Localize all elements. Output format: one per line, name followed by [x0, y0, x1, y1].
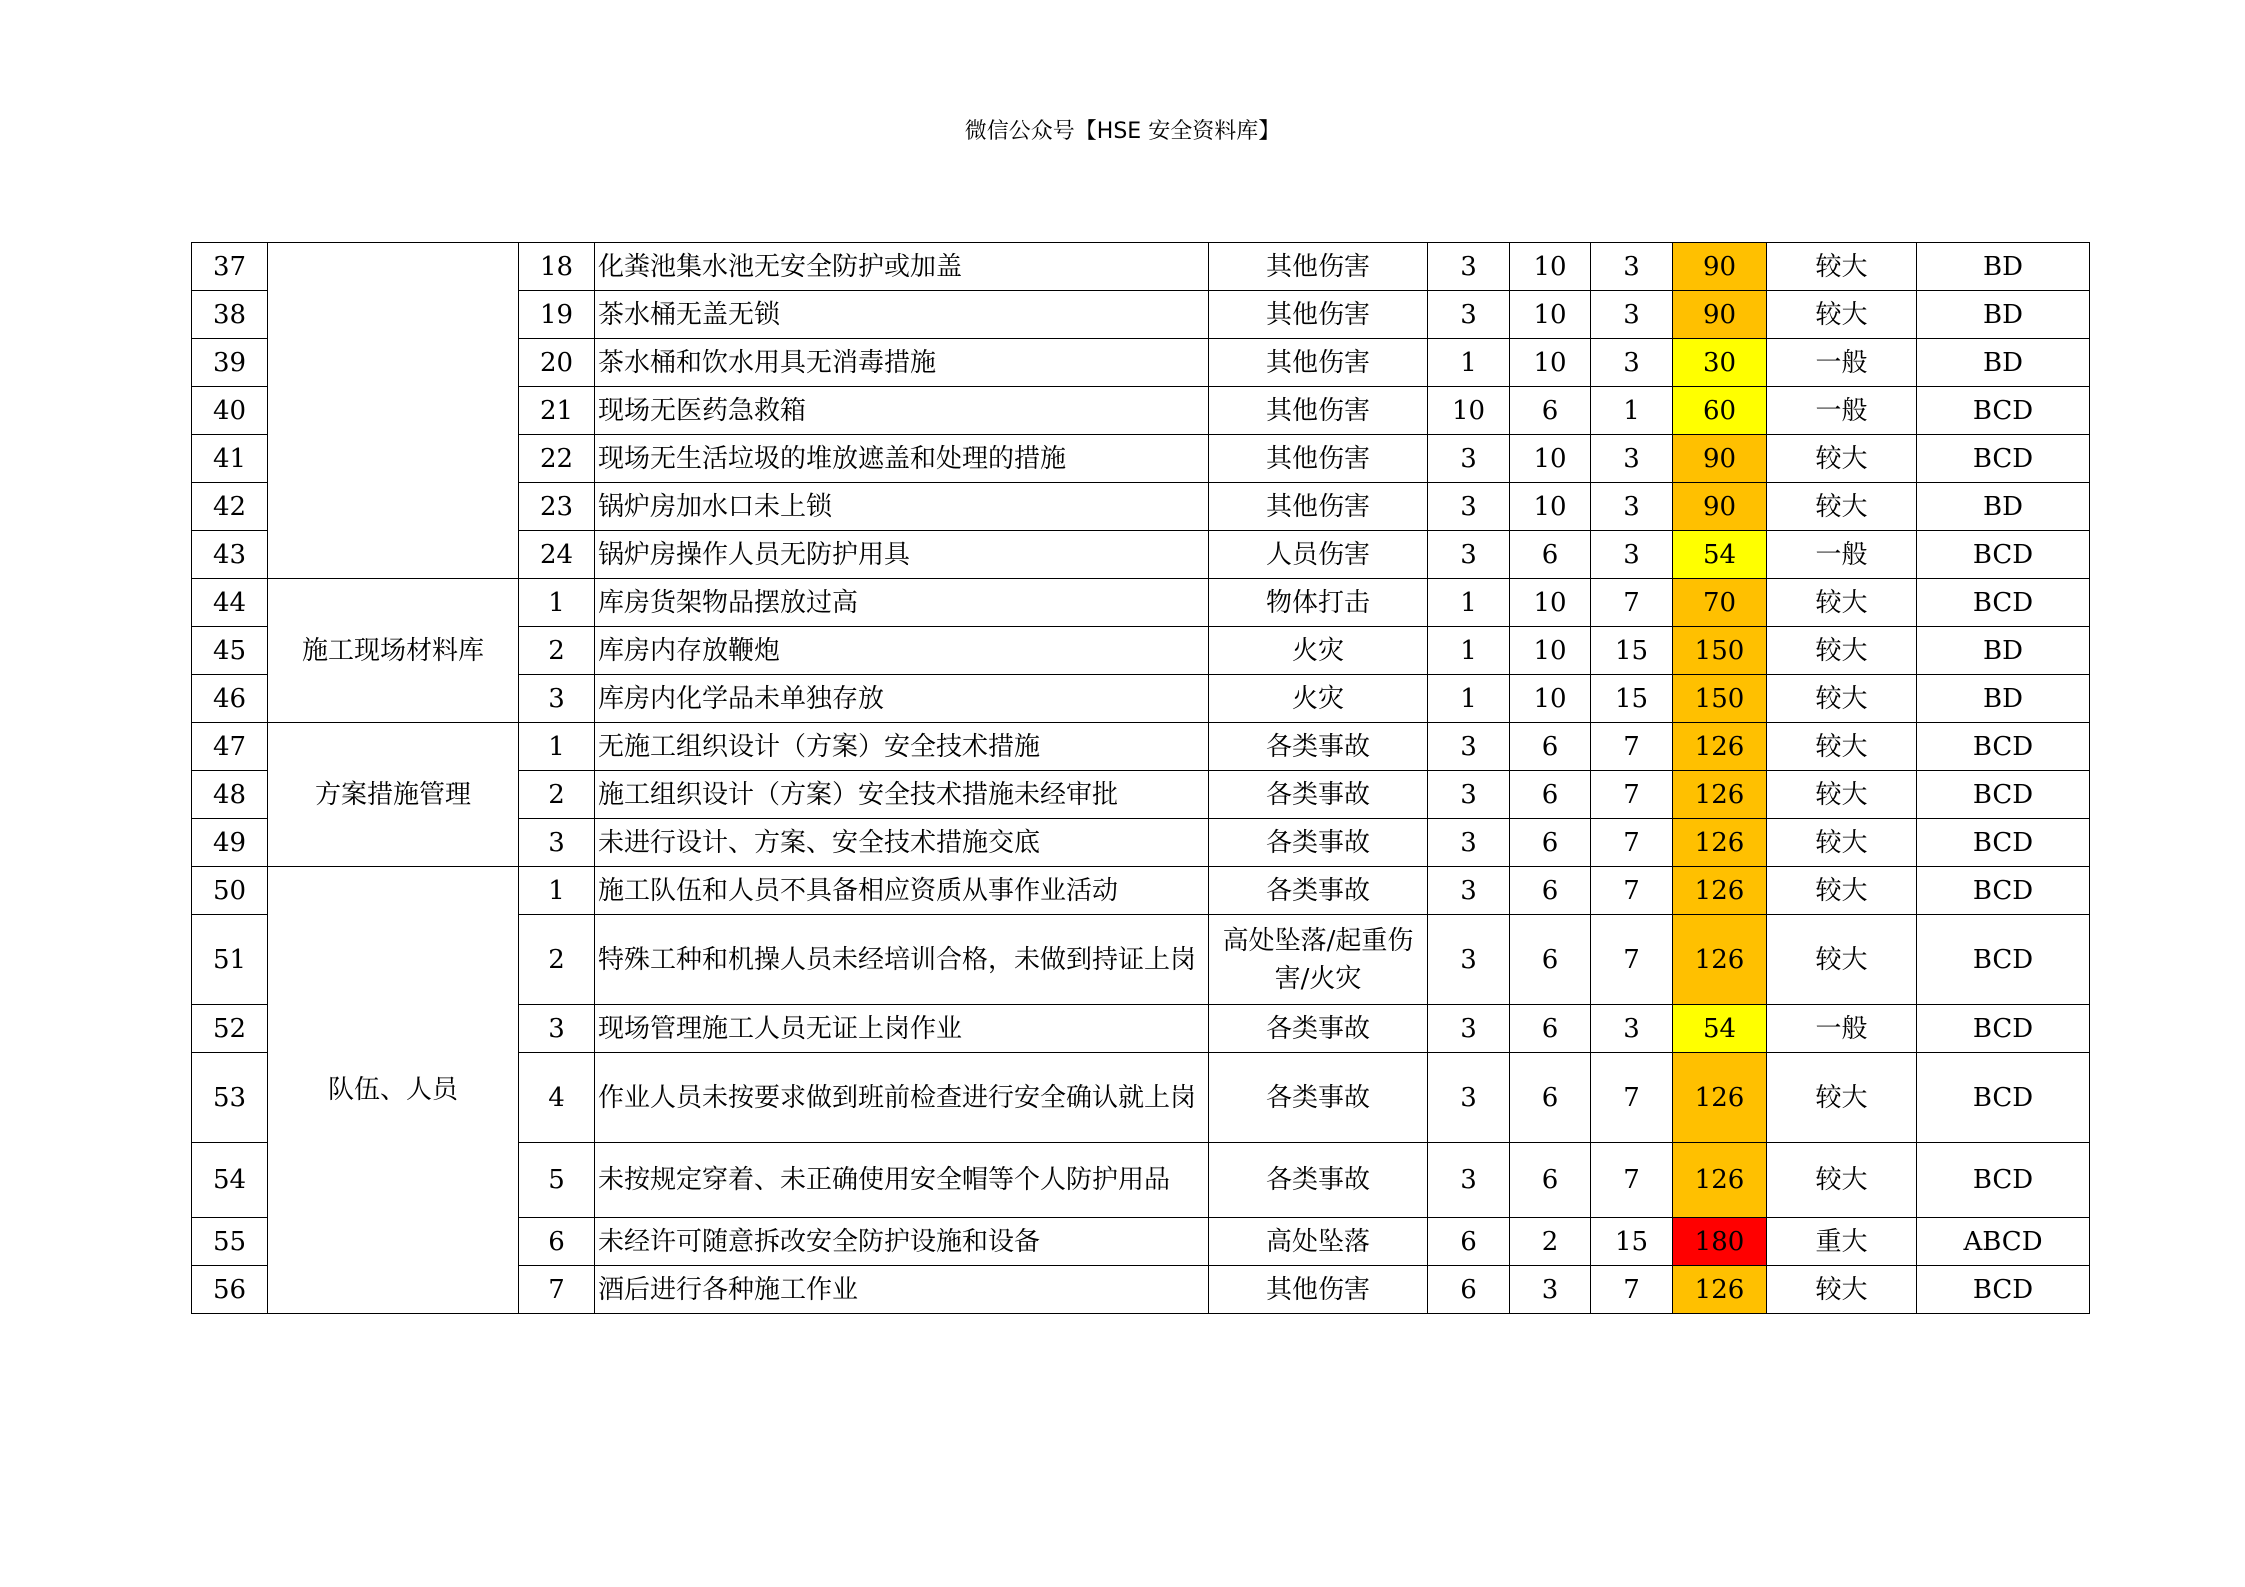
accident-type-cell: 人员伤害 — [1209, 531, 1428, 579]
accident-type-cell: 其他伤害 — [1209, 339, 1428, 387]
risk-level-cell: 一般 — [1767, 531, 1917, 579]
accident-type-cell: 火灾 — [1209, 627, 1428, 675]
hazard-cell: 酒后进行各种施工作业 — [595, 1266, 1209, 1314]
d-score-cell: 126 — [1673, 723, 1767, 771]
accident-type-cell: 其他伤害 — [1209, 1266, 1428, 1314]
e-value-cell: 10 — [1510, 291, 1591, 339]
row-number-cell: 56 — [192, 1266, 268, 1314]
c-value-cell: 7 — [1591, 1053, 1673, 1143]
c-value-cell: 7 — [1591, 867, 1673, 915]
category-cell: 方案措施管理 — [268, 723, 519, 867]
hazard-cell: 作业人员未按要求做到班前检查进行安全确认就上岗 — [595, 1053, 1209, 1143]
l-value-cell: 3 — [1428, 915, 1510, 1005]
hazard-cell: 库房内存放鞭炮 — [595, 627, 1209, 675]
accident-type-cell: 其他伤害 — [1209, 387, 1428, 435]
control-measures-cell: BCD — [1917, 435, 2090, 483]
risk-level-cell: 较大 — [1767, 435, 1917, 483]
d-score-cell: 30 — [1673, 339, 1767, 387]
control-measures-cell: BD — [1917, 675, 2090, 723]
risk-level-cell: 较大 — [1767, 723, 1917, 771]
category-cell: 队伍、人员 — [268, 867, 519, 1314]
c-value-cell: 3 — [1591, 291, 1673, 339]
d-score-cell: 90 — [1673, 435, 1767, 483]
row-number-cell: 52 — [192, 1005, 268, 1053]
d-score-cell: 70 — [1673, 579, 1767, 627]
hazard-cell: 库房内化学品未单独存放 — [595, 675, 1209, 723]
c-value-cell: 7 — [1591, 1266, 1673, 1314]
risk-level-cell: 较大 — [1767, 1053, 1917, 1143]
row-number-cell: 40 — [192, 387, 268, 435]
hazard-cell: 现场无生活垃圾的堆放遮盖和处理的措施 — [595, 435, 1209, 483]
l-value-cell: 1 — [1428, 675, 1510, 723]
sub-number-cell: 1 — [519, 579, 595, 627]
c-value-cell: 3 — [1591, 243, 1673, 291]
e-value-cell: 10 — [1510, 627, 1591, 675]
l-value-cell: 6 — [1428, 1266, 1510, 1314]
l-value-cell: 3 — [1428, 435, 1510, 483]
accident-type-cell: 各类事故 — [1209, 1005, 1428, 1053]
table-row — [192, 723, 2090, 771]
risk-level-cell: 一般 — [1767, 339, 1917, 387]
row-number-cell: 39 — [192, 339, 268, 387]
hazard-cell: 无施工组织设计（方案）安全技术措施 — [595, 723, 1209, 771]
sub-number-cell: 1 — [519, 867, 595, 915]
c-value-cell: 7 — [1591, 1143, 1673, 1218]
c-value-cell: 7 — [1591, 915, 1673, 1005]
l-value-cell: 3 — [1428, 531, 1510, 579]
control-measures-cell: BCD — [1917, 771, 2090, 819]
sub-number-cell: 20 — [519, 339, 595, 387]
c-value-cell: 7 — [1591, 723, 1673, 771]
hazard-cell: 茶水桶和饮水用具无消毒措施 — [595, 339, 1209, 387]
risk-level-cell: 较大 — [1767, 675, 1917, 723]
row-number-cell: 47 — [192, 723, 268, 771]
row-number-cell: 50 — [192, 867, 268, 915]
hazard-cell: 施工队伍和人员不具备相应资质从事作业活动 — [595, 867, 1209, 915]
l-value-cell: 10 — [1428, 387, 1510, 435]
l-value-cell: 3 — [1428, 291, 1510, 339]
l-value-cell: 3 — [1428, 243, 1510, 291]
d-score-cell: 126 — [1673, 771, 1767, 819]
risk-level-cell: 一般 — [1767, 1005, 1917, 1053]
accident-type-cell: 其他伤害 — [1209, 483, 1428, 531]
row-number-cell: 41 — [192, 435, 268, 483]
category-cell — [268, 243, 519, 579]
c-value-cell: 7 — [1591, 579, 1673, 627]
control-measures-cell: BCD — [1917, 819, 2090, 867]
accident-type-cell: 各类事故 — [1209, 1053, 1428, 1143]
d-score-cell: 90 — [1673, 483, 1767, 531]
row-number-cell: 51 — [192, 915, 268, 1005]
risk-level-cell: 较大 — [1767, 291, 1917, 339]
e-value-cell: 6 — [1510, 867, 1591, 915]
sub-number-cell: 7 — [519, 1266, 595, 1314]
control-measures-cell: BCD — [1917, 867, 2090, 915]
control-measures-cell: BCD — [1917, 1005, 2090, 1053]
sub-number-cell: 2 — [519, 771, 595, 819]
hazard-cell: 特殊工种和机操人员未经培训合格，未做到持证上岗 — [595, 915, 1209, 1005]
accident-type-cell: 火灾 — [1209, 675, 1428, 723]
accident-type-cell: 各类事故 — [1209, 723, 1428, 771]
control-measures-cell: BD — [1917, 291, 2090, 339]
risk-level-cell: 较大 — [1767, 243, 1917, 291]
sub-number-cell: 3 — [519, 819, 595, 867]
d-score-cell: 60 — [1673, 387, 1767, 435]
row-number-cell: 38 — [192, 291, 268, 339]
risk-level-cell: 较大 — [1767, 915, 1917, 1005]
risk-level-cell: 较大 — [1767, 1143, 1917, 1218]
d-score-cell: 90 — [1673, 291, 1767, 339]
row-number-cell: 55 — [192, 1218, 268, 1266]
c-value-cell: 1 — [1591, 387, 1673, 435]
risk-level-cell: 一般 — [1767, 387, 1917, 435]
control-measures-cell: BCD — [1917, 915, 2090, 1005]
l-value-cell: 3 — [1428, 819, 1510, 867]
control-measures-cell: BCD — [1917, 1266, 2090, 1314]
row-number-cell: 54 — [192, 1143, 268, 1218]
control-measures-cell: BD — [1917, 243, 2090, 291]
row-number-cell: 45 — [192, 627, 268, 675]
risk-level-cell: 较大 — [1767, 771, 1917, 819]
e-value-cell: 10 — [1510, 435, 1591, 483]
d-score-cell: 180 — [1673, 1218, 1767, 1266]
c-value-cell: 7 — [1591, 771, 1673, 819]
hazard-cell: 锅炉房操作人员无防护用具 — [595, 531, 1209, 579]
d-score-cell: 126 — [1673, 1266, 1767, 1314]
sub-number-cell: 23 — [519, 483, 595, 531]
l-value-cell: 3 — [1428, 723, 1510, 771]
row-number-cell: 43 — [192, 531, 268, 579]
c-value-cell: 3 — [1591, 1005, 1673, 1053]
accident-type-cell: 高处坠落/起重伤害/火灾 — [1209, 915, 1428, 1005]
sub-number-cell: 3 — [519, 1005, 595, 1053]
e-value-cell: 3 — [1510, 1266, 1591, 1314]
hazard-cell: 茶水桶无盖无锁 — [595, 291, 1209, 339]
l-value-cell: 6 — [1428, 1218, 1510, 1266]
risk-level-cell: 重大 — [1767, 1218, 1917, 1266]
control-measures-cell: BCD — [1917, 387, 2090, 435]
table-row — [192, 579, 2090, 627]
e-value-cell: 6 — [1510, 915, 1591, 1005]
l-value-cell: 1 — [1428, 627, 1510, 675]
sub-number-cell: 1 — [519, 723, 595, 771]
row-number-cell: 48 — [192, 771, 268, 819]
c-value-cell: 15 — [1591, 627, 1673, 675]
control-measures-cell: ABCD — [1917, 1218, 2090, 1266]
accident-type-cell: 其他伤害 — [1209, 435, 1428, 483]
sub-number-cell: 2 — [519, 627, 595, 675]
sub-number-cell: 4 — [519, 1053, 595, 1143]
control-measures-cell: BD — [1917, 483, 2090, 531]
row-number-cell: 53 — [192, 1053, 268, 1143]
l-value-cell: 3 — [1428, 1005, 1510, 1053]
l-value-cell: 3 — [1428, 867, 1510, 915]
e-value-cell: 6 — [1510, 723, 1591, 771]
control-measures-cell: BCD — [1917, 723, 2090, 771]
hazard-cell: 锅炉房加水口未上锁 — [595, 483, 1209, 531]
accident-type-cell: 各类事故 — [1209, 819, 1428, 867]
risk-level-cell: 较大 — [1767, 819, 1917, 867]
hazard-cell: 化粪池集水池无安全防护或加盖 — [595, 243, 1209, 291]
c-value-cell: 3 — [1591, 483, 1673, 531]
e-value-cell: 6 — [1510, 771, 1591, 819]
control-measures-cell: BD — [1917, 339, 2090, 387]
l-value-cell: 3 — [1428, 771, 1510, 819]
accident-type-cell: 其他伤害 — [1209, 243, 1428, 291]
c-value-cell: 7 — [1591, 819, 1673, 867]
c-value-cell: 3 — [1591, 435, 1673, 483]
d-score-cell: 150 — [1673, 627, 1767, 675]
l-value-cell: 3 — [1428, 1143, 1510, 1218]
accident-type-cell: 高处坠落 — [1209, 1218, 1428, 1266]
sub-number-cell: 5 — [519, 1143, 595, 1218]
d-score-cell: 90 — [1673, 243, 1767, 291]
e-value-cell: 6 — [1510, 819, 1591, 867]
control-measures-cell: BCD — [1917, 1053, 2090, 1143]
d-score-cell: 126 — [1673, 915, 1767, 1005]
accident-type-cell: 各类事故 — [1209, 867, 1428, 915]
d-score-cell: 126 — [1673, 867, 1767, 915]
risk-table — [191, 242, 2090, 1314]
control-measures-cell: BCD — [1917, 1143, 2090, 1218]
e-value-cell: 6 — [1510, 531, 1591, 579]
e-value-cell: 6 — [1510, 1005, 1591, 1053]
e-value-cell: 6 — [1510, 1053, 1591, 1143]
l-value-cell: 3 — [1428, 483, 1510, 531]
hazard-cell: 施工组织设计（方案）安全技术措施未经审批 — [595, 771, 1209, 819]
e-value-cell: 6 — [1510, 1143, 1591, 1218]
d-score-cell: 150 — [1673, 675, 1767, 723]
sub-number-cell: 3 — [519, 675, 595, 723]
row-number-cell: 46 — [192, 675, 268, 723]
e-value-cell: 10 — [1510, 579, 1591, 627]
d-score-cell: 54 — [1673, 531, 1767, 579]
row-number-cell: 37 — [192, 243, 268, 291]
sub-number-cell: 6 — [519, 1218, 595, 1266]
c-value-cell: 15 — [1591, 1218, 1673, 1266]
hazard-cell: 现场管理施工人员无证上岗作业 — [595, 1005, 1209, 1053]
sub-number-cell: 2 — [519, 915, 595, 1005]
d-score-cell: 126 — [1673, 1143, 1767, 1218]
e-value-cell: 10 — [1510, 675, 1591, 723]
e-value-cell: 2 — [1510, 1218, 1591, 1266]
accident-type-cell: 其他伤害 — [1209, 291, 1428, 339]
hazard-cell: 未进行设计、方案、安全技术措施交底 — [595, 819, 1209, 867]
row-number-cell: 49 — [192, 819, 268, 867]
category-cell: 施工现场材料库 — [268, 579, 519, 723]
e-value-cell: 6 — [1510, 387, 1591, 435]
risk-level-cell: 较大 — [1767, 579, 1917, 627]
page-header: 微信公众号【HSE 安全资料库】 — [964, 119, 1281, 144]
accident-type-cell: 各类事故 — [1209, 1143, 1428, 1218]
sub-number-cell: 21 — [519, 387, 595, 435]
l-value-cell: 3 — [1428, 1053, 1510, 1143]
d-score-cell: 126 — [1673, 819, 1767, 867]
sub-number-cell: 22 — [519, 435, 595, 483]
accident-type-cell: 各类事故 — [1209, 771, 1428, 819]
e-value-cell: 10 — [1510, 339, 1591, 387]
sub-number-cell: 19 — [519, 291, 595, 339]
hazard-cell: 库房货架物品摆放过高 — [595, 579, 1209, 627]
accident-type-cell: 物体打击 — [1209, 579, 1428, 627]
sub-number-cell: 24 — [519, 531, 595, 579]
risk-level-cell: 较大 — [1767, 1266, 1917, 1314]
d-score-cell: 126 — [1673, 1053, 1767, 1143]
control-measures-cell: BCD — [1917, 579, 2090, 627]
row-number-cell: 44 — [192, 579, 268, 627]
row-number-cell: 42 — [192, 483, 268, 531]
hazard-cell: 现场无医药急救箱 — [595, 387, 1209, 435]
hazard-cell: 未经许可随意拆改安全防护设施和设备 — [595, 1218, 1209, 1266]
table-row — [192, 867, 2090, 915]
table-row — [192, 243, 2090, 291]
c-value-cell: 3 — [1591, 531, 1673, 579]
risk-level-cell: 较大 — [1767, 867, 1917, 915]
control-measures-cell: BCD — [1917, 531, 2090, 579]
c-value-cell: 15 — [1591, 675, 1673, 723]
l-value-cell: 1 — [1428, 339, 1510, 387]
l-value-cell: 1 — [1428, 579, 1510, 627]
risk-level-cell: 较大 — [1767, 483, 1917, 531]
e-value-cell: 10 — [1510, 483, 1591, 531]
risk-level-cell: 较大 — [1767, 627, 1917, 675]
e-value-cell: 10 — [1510, 243, 1591, 291]
control-measures-cell: BD — [1917, 627, 2090, 675]
d-score-cell: 54 — [1673, 1005, 1767, 1053]
hazard-cell: 未按规定穿着、未正确使用安全帽等个人防护用品 — [595, 1143, 1209, 1218]
sub-number-cell: 18 — [519, 243, 595, 291]
c-value-cell: 3 — [1591, 339, 1673, 387]
